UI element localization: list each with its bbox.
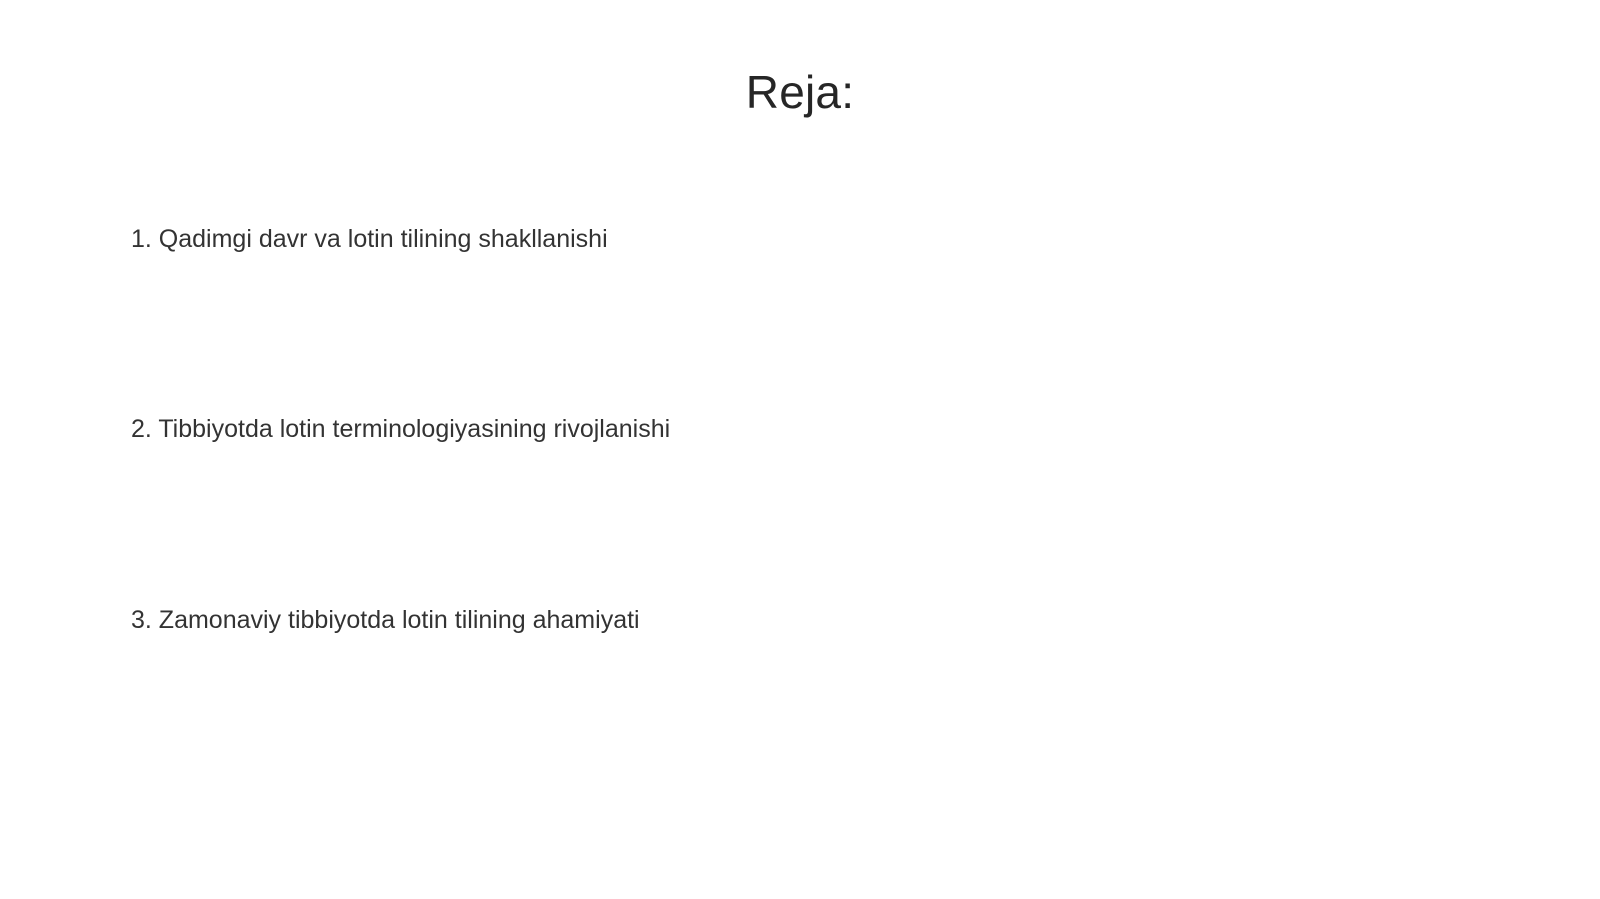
plan-item-3: 3. Zamonaviy tibbiyotda lotin tilining ahamiyati xyxy=(131,606,640,634)
plan-item-2: 2. Tibbiyotda lotin terminologiyasining rivojlanishi xyxy=(131,415,671,443)
plan-item-1: 1. Qadimgi davr va lotin tilining shakllanishi xyxy=(131,225,608,253)
slide-title: Reja: xyxy=(745,66,855,118)
